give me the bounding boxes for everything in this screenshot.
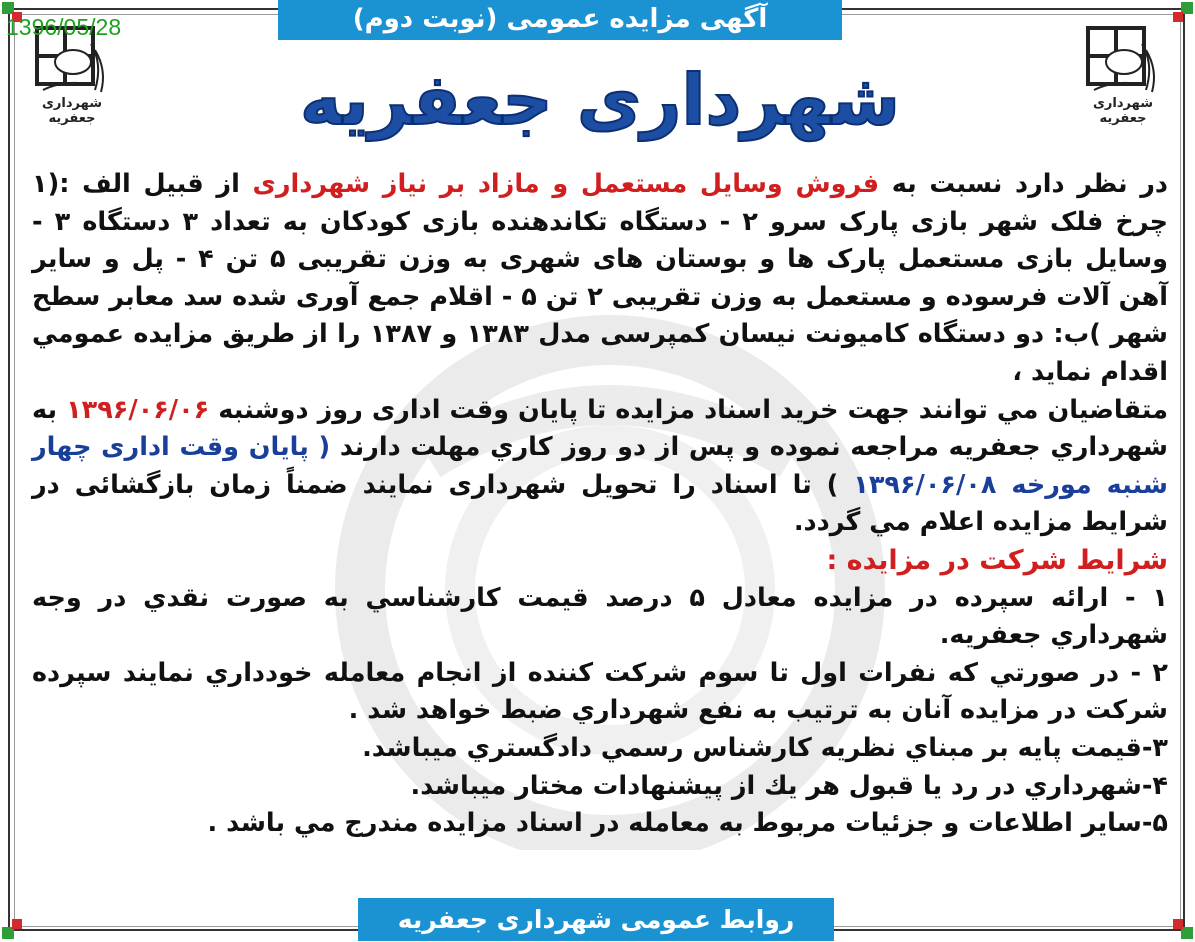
condition-item: ۵-ساير اطلاعات و جزئيات مربوط به معامله در اسناد مزايده مندرج مي باشد . (207, 808, 1168, 839)
notice-body (32, 166, 1168, 843)
logo-caption: شهرداری جعفریه (1093, 96, 1153, 126)
deadline-extension: ( پایان وقت اداری چهار شنبه مورخه ۱۳۹۶/۰۶/۰۸ (32, 432, 1168, 500)
corner-ornament (1171, 2, 1193, 24)
municipality-logo (1073, 24, 1173, 124)
deadline-paragraph (32, 392, 1168, 542)
logo-emblem-icon (1084, 24, 1162, 98)
intro-paragraph (32, 166, 1168, 392)
page-title: شهرداری جعفریه (300, 59, 900, 141)
intro-highlight: فروش وسایل مستعمل و مازاد بر نیاز شهرداری (252, 169, 880, 199)
date-stamp: 1396/05/28 (6, 14, 122, 40)
footer-banner: روابط عمومی شهرداری جعفریه (358, 898, 834, 941)
corner-ornament (2, 917, 24, 939)
corner-ornament (1171, 917, 1193, 939)
condition-item: ۳-قيمت پايه بر مبناي نظريه كارشناس رسمي دادگستري ميباشد. (362, 732, 1168, 763)
deadline-date: ۱۳۹۶/۰۶/۰۶ (66, 394, 210, 425)
logo-caption: شهرداری جعفریه (42, 96, 102, 126)
deadline-text-3: ) تا اسناد را تحویل شهرداری نمایند ضمناً زمان بازگشائی در شرایط مزایده اعلام مي گردد. (32, 469, 1168, 538)
condition-item: ۴-شهرداري در رد يا قبول هر يك از پيشنهادات مختار ميباشد. (410, 770, 1168, 801)
notice-banner: آگهی مزایده عمومی (نوبت دوم) (278, 0, 842, 40)
intro-text: در نظر دارد نسبت به (879, 169, 1168, 199)
intro-text-items: از قبیل الف :(۱ چرخ فلک شهر بازی پارک سرو ۲ - دستگاه تکاندهنده بازی کودکان به تعداد ۳ دستگاه ۳ - وسایل بازی مستعمل پارک ها و بوستان های شهری به وزن تقریبی ۵ تن ۴ - پل و سایر آهن آلات فرسوده و مستعمل به وزن تقریبی ۲ تن ۵ - اقلام جمع آوری شده سد معابر سطح شهر )ب: دو دستگاه کامیونت نیسان کمپرسی مدل ۱۳۸۳ و ۱۳۸۷ را از طریق مزایده عمومي اقدام نماید ، (32, 169, 1168, 387)
conditions-title: شرایط شرکت در مزایده : (826, 544, 1168, 576)
condition-item: ۱ - ارائه سپرده در مزایده معادل ۵ درصد قیمت كارشناسي به صورت نقدي در وجه شهرداري جعفريه. (32, 582, 1168, 651)
deadline-text-2: به شهرداري جعفریه مراجعه نموده و پس از دو روز كاري مهلت دارند (32, 394, 1169, 463)
condition-item: ۲ - در صورتي كه نفرات اول تا سوم شرکت کننده از انجام معامله خودداري نمايند سپرده شركت در مزایده آنان به ترتيب به نفع شهرداري ضبط خواهد شد . (32, 657, 1168, 726)
deadline-text: متقاضیان مي توانند جهت خرید اسناد مزایده تا پایان وقت اداری روز دوشنبه (209, 394, 1168, 425)
